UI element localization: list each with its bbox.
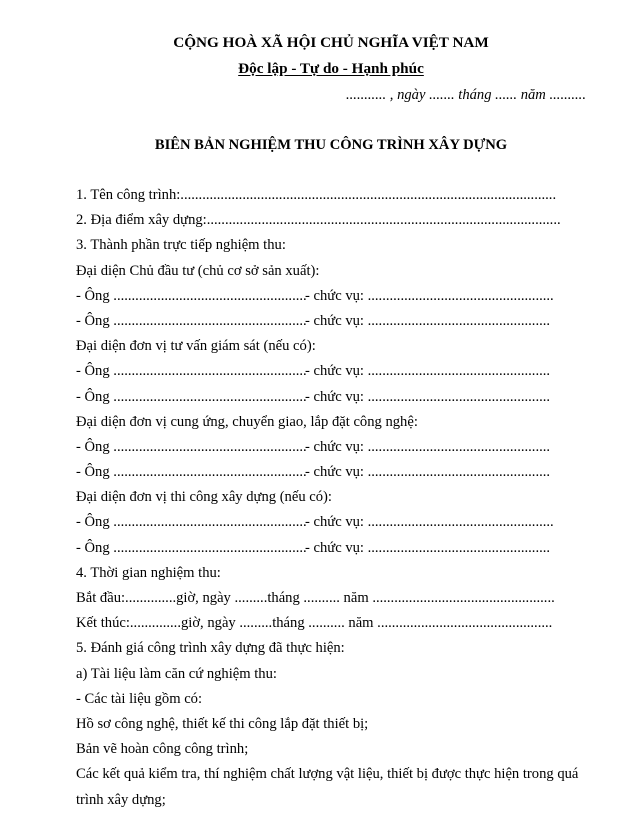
participants-heading: 3. Thành phần trực tiếp nghiệm thu:: [76, 237, 286, 254]
document-item: Bản vẽ hoàn công công trình;: [76, 741, 249, 758]
person-row: [76, 359, 586, 384]
person-name-field: - Ông .....................................................: [76, 287, 307, 304]
person-row: [76, 460, 586, 485]
national-title: CỘNG HOÀ XÃ HỘI CHỦ NGHĨA VIỆT NAM: [173, 34, 489, 51]
person-name-field: - Ông .....................................................: [76, 539, 307, 556]
person-row: [76, 309, 586, 334]
group-label-contractor: Đại diện đơn vị thi công xây dựng (nếu có):: [76, 489, 332, 506]
document-item: Hồ sơ công nghệ, thiết kế thi công lắp đặt thiết bị;: [76, 715, 369, 732]
basis-documents-heading: a) Tài liệu làm căn cứ nghiệm thu:: [76, 665, 277, 682]
document-item: Các kết quả kiểm tra, thí nghiệm chất lượng vật liệu, thiết bị được thực hiện trong quá trình xây dựng;: [76, 766, 579, 808]
person-name-field: - Ông .....................................................: [76, 438, 307, 455]
person-role-field: - chức vụ: ..................................................: [305, 464, 551, 481]
motto-text: Độc lập - Tự do - Hạnh phúc: [238, 60, 424, 77]
document-title: BIÊN BẢN NGHIỆM THU CÔNG TRÌNH XÂY DỰNG: [154, 137, 508, 153]
person-row: [76, 536, 586, 561]
date-line: ........... , ngày ....... tháng ...... năm ..........: [346, 87, 586, 103]
person-name-field: - Ông .....................................................: [76, 312, 307, 329]
person-role-field: - chức vụ: ..................................................: [305, 363, 551, 380]
person-name-field: - Ông .....................................................: [76, 388, 307, 405]
group-label-technology-supplier: Đại diện đơn vị cung ứng, chuyển giao, lắp đặt công nghệ:: [76, 413, 418, 430]
person-row: [76, 435, 586, 460]
national-motto: [76, 59, 586, 79]
person-name-field: - Ông .....................................................: [76, 514, 307, 531]
person-role-field: - chức vụ: ...................................................: [305, 287, 554, 304]
person-row: [76, 510, 586, 535]
person-row: [76, 385, 586, 410]
inspection-time-heading: 4. Thời gian nghiệm thu:: [76, 564, 221, 581]
end-time-field: Kết thúc:..............giờ, ngày .........tháng .......... năm ................................................: [76, 615, 553, 632]
location-field: 2. Địa điểm xây dựng:.................................................................................................: [76, 212, 561, 229]
group-label-supervisor: Đại diện đơn vị tư vấn giám sát (nếu có):: [76, 338, 316, 355]
person-role-field: - chức vụ: ..................................................: [305, 312, 551, 329]
person-name-field: - Ông .....................................................: [76, 464, 307, 481]
person-role-field: - chức vụ: ..................................................: [305, 438, 551, 455]
document-body: [76, 183, 586, 813]
project-name-field: 1. Tên công trình:.......................................................................................................: [76, 187, 557, 203]
group-label-investor: Đại diện Chủ đầu tư (chủ cơ sở sản xuất):: [76, 262, 320, 279]
person-role-field: - chức vụ: ..................................................: [305, 539, 551, 556]
start-time-field: Bắt đầu:..............giờ, ngày .........tháng .......... năm ..................................................: [76, 590, 555, 606]
person-role-field: - chức vụ: ..................................................: [305, 388, 551, 405]
person-name-field: - Ông .....................................................: [76, 363, 307, 380]
person-row: [76, 284, 586, 309]
documents-intro: - Các tài liệu gồm có:: [76, 690, 203, 707]
evaluation-heading: 5. Đánh giá công trình xây dựng đã thực hiện:: [76, 640, 345, 657]
person-role-field: - chức vụ: ...................................................: [305, 514, 554, 531]
